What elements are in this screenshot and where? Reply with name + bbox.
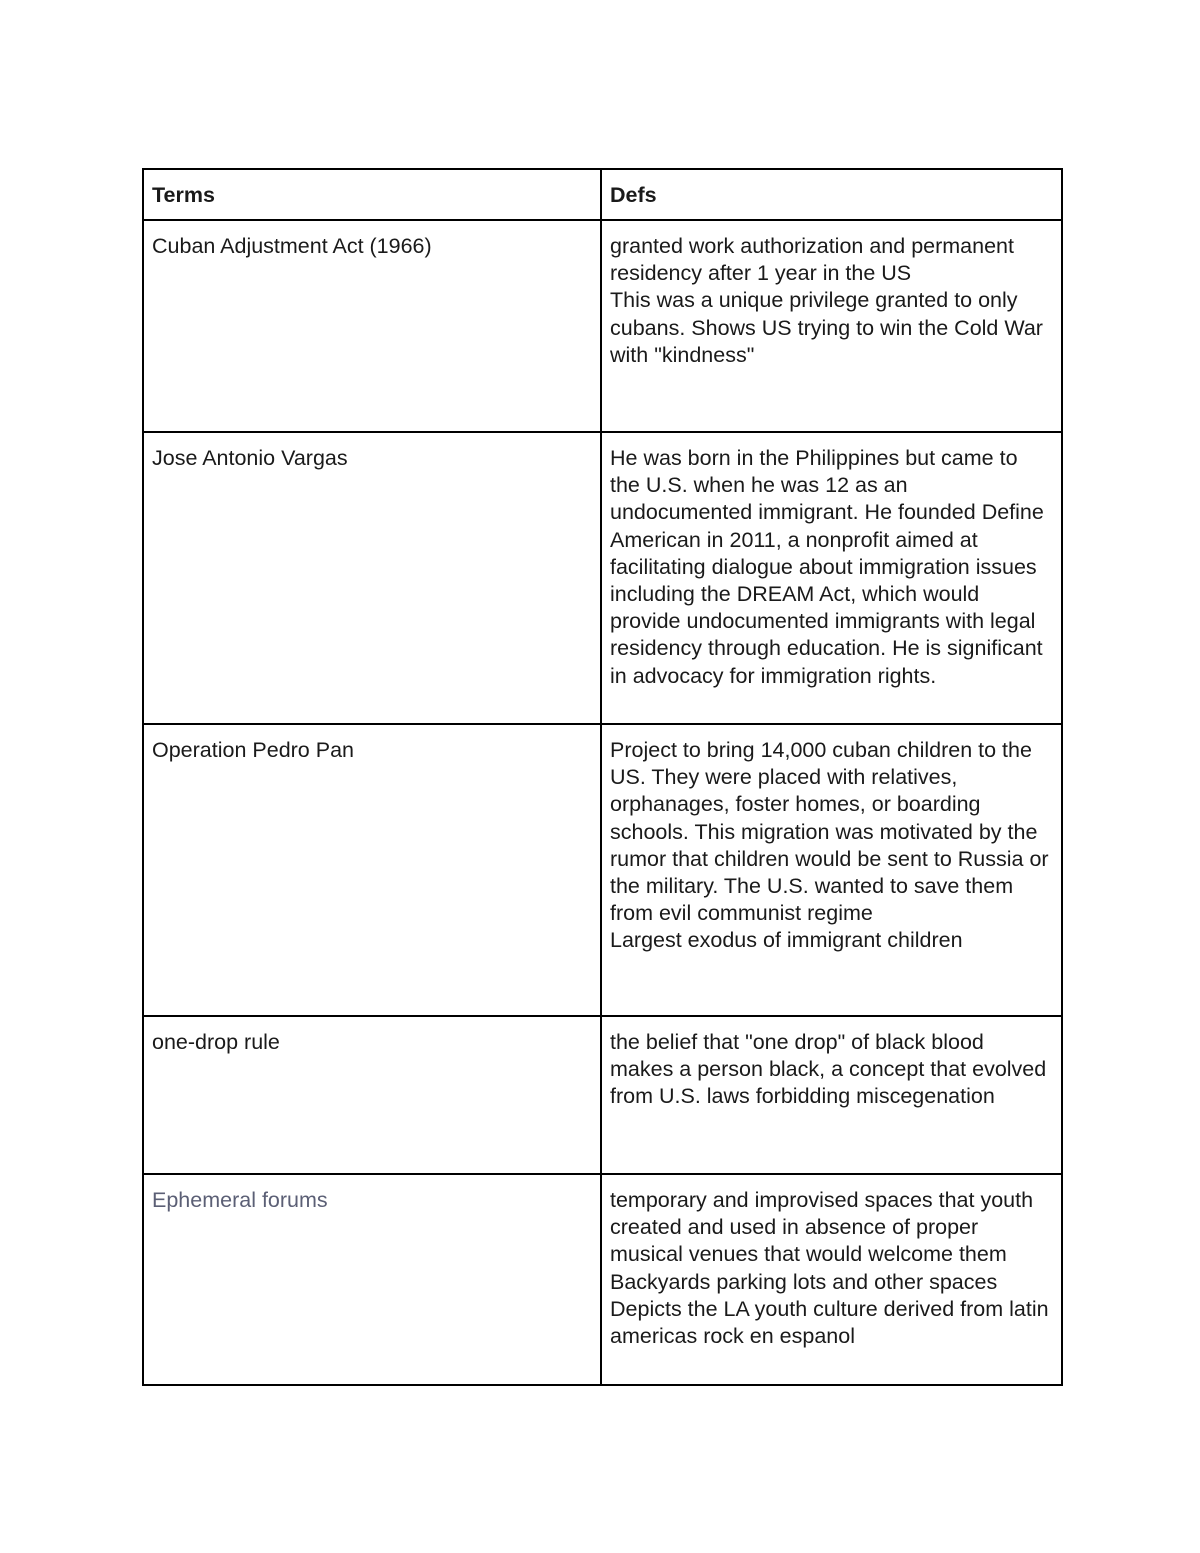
def-line: Largest exodus of immigrant children: [610, 928, 963, 953]
table-row: [143, 432, 1062, 724]
def-line: This was a unique privilege granted to only cubans. Shows US trying to win the Cold War with "kindness": [610, 288, 1043, 367]
table-row: [143, 724, 1062, 1016]
table-row: [143, 1016, 1062, 1174]
def-line: the belief that "one drop" of black blood makes a person black, a concept that evolved from U.S. laws forbidding miscegenation: [610, 1030, 1047, 1109]
def-line: Backyards parking lots and other spaces: [610, 1269, 998, 1294]
term-cell: Operation Pedro Pan: [143, 724, 601, 1016]
def-cell: [601, 432, 1062, 724]
def-cell: [601, 220, 1062, 432]
def-cell: [601, 724, 1062, 1016]
table-row: [143, 1174, 1062, 1385]
def-line: granted work authorization and permanent residency after 1 year in the US: [610, 234, 1014, 286]
def-line: Depicts the LA youth culture derived from latin americas rock en espanol: [610, 1296, 1049, 1349]
def-line: He was born in the Philippines but came to the U.S. when he was 12 as an undocumented immigrant. He founded Define American in 2011, a nonprofit aimed at facilitating dialogue about immigration issues including the DREAM Act, which would provide undocumented immigrants with legal residency through education. He is significant in advocacy for immigration rights.: [610, 446, 1044, 688]
term-cell: Jose Antonio Vargas: [143, 432, 601, 724]
def-cell: [601, 1174, 1062, 1385]
terms-column-header: Terms: [143, 169, 601, 220]
term-cell: Ephemeral forums: [143, 1174, 601, 1385]
def-cell: [601, 1016, 1062, 1174]
defs-column-header: Defs: [601, 169, 1062, 220]
table-header-row: [143, 169, 1062, 220]
table-row: [143, 220, 1062, 432]
def-line: temporary and improvised spaces that youth created and used in absence of proper musical venues that would welcome them: [610, 1188, 1034, 1267]
term-cell: one-drop rule: [143, 1016, 601, 1174]
terms-table: [142, 168, 1063, 1386]
term-cell: Cuban Adjustment Act (1966): [143, 220, 601, 432]
def-line: Project to bring 14,000 cuban children to the US. They were placed with relatives, orphanages, foster homes, or boarding schools. This migration was motivated by the rumor that children would be sent to Russia or the military. The U.S. wanted to save them from evil communist regime: [610, 738, 1049, 926]
